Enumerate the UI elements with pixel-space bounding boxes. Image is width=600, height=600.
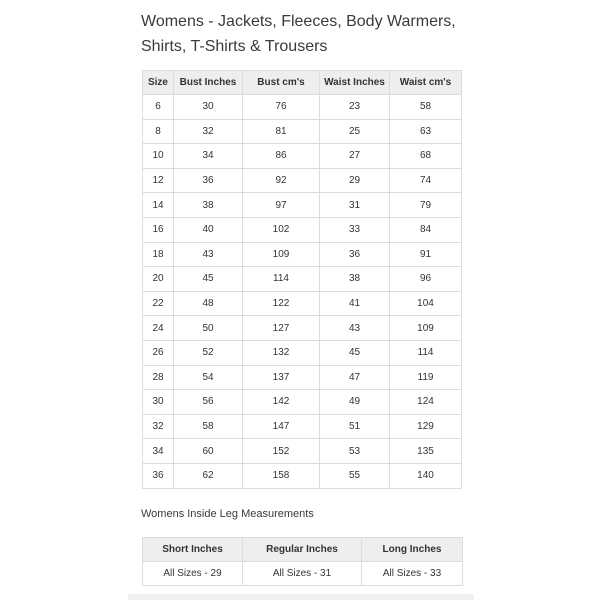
table-cell: 54: [174, 365, 243, 390]
table-cell: 26: [143, 340, 174, 365]
table-cell: 8: [143, 119, 174, 144]
table-cell: 109: [390, 316, 462, 341]
table-cell: 86: [243, 144, 320, 169]
size-chart-table: [142, 70, 462, 489]
table-cell: 38: [174, 193, 243, 218]
table-cell: 129: [390, 414, 462, 439]
table-cell: 27: [320, 144, 390, 169]
table-cell: 47: [320, 365, 390, 390]
inside-leg-table: [142, 537, 463, 586]
table-row: [143, 562, 463, 586]
table-cell: 18: [143, 242, 174, 267]
table-cell: 48: [174, 291, 243, 316]
table-cell: 41: [320, 291, 390, 316]
table-cell: 102: [243, 217, 320, 242]
table-cell: 142: [243, 390, 320, 415]
table-cell: 127: [243, 316, 320, 341]
table-row: [143, 193, 462, 218]
column-header-size: Size: [143, 71, 174, 95]
table-cell: 38: [320, 267, 390, 292]
table-cell: 74: [390, 168, 462, 193]
table-cell: 50: [174, 316, 243, 341]
table-cell: All Sizes - 29: [143, 562, 243, 586]
table-cell: 30: [174, 95, 243, 120]
table-cell: 12: [143, 168, 174, 193]
table-cell: 25: [320, 119, 390, 144]
table-row: [143, 291, 462, 316]
title-line-2: Shirts, T-Shirts & Trousers: [141, 38, 328, 55]
table-cell: 36: [174, 168, 243, 193]
table-cell: 147: [243, 414, 320, 439]
table-cell: 109: [243, 242, 320, 267]
table-cell: 137: [243, 365, 320, 390]
column-header-waist-inches: Waist Inches: [320, 71, 390, 95]
table-cell: 104: [390, 291, 462, 316]
table-cell: 91: [390, 242, 462, 267]
table-cell: 122: [243, 291, 320, 316]
table-cell: 56: [174, 390, 243, 415]
table-row: [143, 95, 462, 120]
size-table-body: [143, 95, 462, 489]
column-header-bust-cm: Bust cm's: [243, 71, 320, 95]
table-cell: 52: [174, 340, 243, 365]
table-cell: 32: [143, 414, 174, 439]
table-cell: 114: [243, 267, 320, 292]
table-cell: 30: [143, 390, 174, 415]
table-cell: 49: [320, 390, 390, 415]
column-header-short-inches: Short Inches: [143, 538, 243, 562]
table-cell: 16: [143, 217, 174, 242]
table-row: [143, 217, 462, 242]
table-cell: 55: [320, 463, 390, 488]
table-cell: 92: [243, 168, 320, 193]
table-cell: 68: [390, 144, 462, 169]
table-row: [143, 365, 462, 390]
table-cell: 97: [243, 193, 320, 218]
column-header-waist-cm: Waist cm's: [390, 71, 462, 95]
table-cell: 20: [143, 267, 174, 292]
table-cell: 24: [143, 316, 174, 341]
table-cell: 152: [243, 439, 320, 464]
table-cell: 14: [143, 193, 174, 218]
table-row: [143, 390, 462, 415]
table-row: [143, 340, 462, 365]
table-cell: 51: [320, 414, 390, 439]
table-cell: 81: [243, 119, 320, 144]
table-cell: 58: [174, 414, 243, 439]
table-cell: 60: [174, 439, 243, 464]
column-header-regular-inches: Regular Inches: [243, 538, 362, 562]
table-cell: 43: [320, 316, 390, 341]
table-cell: 6: [143, 95, 174, 120]
table-cell: 79: [390, 193, 462, 218]
table-cell: 32: [174, 119, 243, 144]
table-row: [143, 439, 462, 464]
table-cell: 158: [243, 463, 320, 488]
table-row: [143, 414, 462, 439]
table-row: [143, 242, 462, 267]
table-cell: 53: [320, 439, 390, 464]
table-cell: 34: [174, 144, 243, 169]
table-cell: 63: [390, 119, 462, 144]
table-cell: 22: [143, 291, 174, 316]
table-cell: All Sizes - 31: [243, 562, 362, 586]
title-line-1: Womens - Jackets, Fleeces, Body Warmers,: [141, 13, 456, 30]
table-cell: 45: [320, 340, 390, 365]
page-footer-divider: [128, 594, 474, 600]
table-cell: 10: [143, 144, 174, 169]
leg-table-body: [143, 562, 463, 586]
table-cell: 23: [320, 95, 390, 120]
table-row: [143, 463, 462, 488]
table-cell: All Sizes - 33: [362, 562, 463, 586]
table-row: [143, 168, 462, 193]
table-cell: 114: [390, 340, 462, 365]
inside-leg-heading: Womens Inside Leg Measurements: [141, 508, 314, 520]
table-row: [143, 316, 462, 341]
table-cell: 132: [243, 340, 320, 365]
table-row: [143, 144, 462, 169]
table-cell: 45: [174, 267, 243, 292]
table-cell: 29: [320, 168, 390, 193]
column-header-long-inches: Long Inches: [362, 538, 463, 562]
table-row: [143, 119, 462, 144]
table-row: [143, 267, 462, 292]
table-cell: 36: [320, 242, 390, 267]
table-cell: 36: [143, 463, 174, 488]
table-cell: 58: [390, 95, 462, 120]
table-cell: 28: [143, 365, 174, 390]
table-cell: 62: [174, 463, 243, 488]
size-table-header-row: [143, 71, 462, 95]
table-cell: 76: [243, 95, 320, 120]
table-cell: 33: [320, 217, 390, 242]
table-cell: 34: [143, 439, 174, 464]
page-title: [141, 9, 471, 59]
table-cell: 31: [320, 193, 390, 218]
table-cell: 119: [390, 365, 462, 390]
column-header-bust-inches: Bust Inches: [174, 71, 243, 95]
table-cell: 43: [174, 242, 243, 267]
table-cell: 135: [390, 439, 462, 464]
table-cell: 40: [174, 217, 243, 242]
table-cell: 140: [390, 463, 462, 488]
table-cell: 124: [390, 390, 462, 415]
table-cell: 96: [390, 267, 462, 292]
table-cell: 84: [390, 217, 462, 242]
leg-table-header-row: [143, 538, 463, 562]
